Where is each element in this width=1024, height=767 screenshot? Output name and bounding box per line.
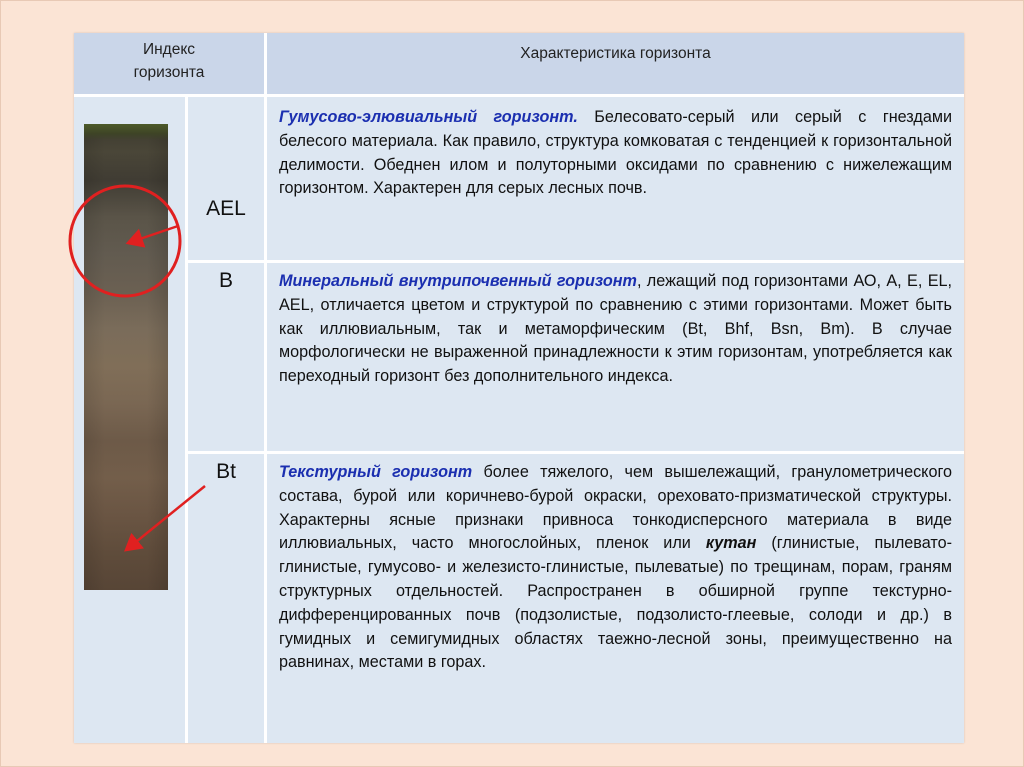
row-bt-emphasis: кутан bbox=[705, 534, 757, 553]
row-bt-index: Bt bbox=[216, 460, 236, 483]
arrow-bt bbox=[126, 486, 205, 550]
highlight-circle bbox=[70, 186, 180, 296]
header-characteristic-label: Характеристика горизонта bbox=[520, 45, 711, 62]
header-index-line2: горизонта bbox=[133, 64, 205, 81]
row-bt-text-after: (глинистые, пылевато-глинистые, гумусово- и железисто-глинистые, пылеватые) по трещинам, порам, граням структурных отдельностей. Распространен в обширной группе текстурно-дифференцированных почв (подзолистые, подзолисто-глеевые, солоди и др.) в гумидных и семигумидных областях таежно-лесной зоны, преимущественно на равнинах, местами в горах. bbox=[279, 534, 952, 672]
header-index-line1: Индекс bbox=[142, 41, 196, 58]
row-ael-text: Белесовато-серый или серый с гнездами белесого материала. Как правило, структура комковатая с тенденцией к горизонтальной делимости. Обеднен илом и полуторными оксидами по сравнению с нижележащим горизонтом. Характерен для серых лесных почв. bbox=[279, 108, 952, 198]
row-bt-term: Текстурный горизонт bbox=[279, 463, 473, 481]
arrow-ael bbox=[128, 226, 178, 243]
row-b-term: Минеральный внутрипочвенный горизонт bbox=[279, 272, 637, 290]
row-bt-text-before: более тяжелого, чем вышележащий, гранулометрического состава, бурой или коричнево-бурой окраски, ореховато-призматической структуры. Характерны ясные признаки привноса тонкодисперсного материала в виде иллювиальных, часто многослойных, пленок или bbox=[279, 463, 953, 553]
row-b-text: , лежащий под горизонтами АО, А, Е, EL, AEL, отличается цветом и структурой по сравнению с этими горизонтами. Может быть как иллювиальным, так и метаморфическим (Bt, Bhf, Bsn, Bm). В случае морфологически не выраженной принадлежности к этим горизонтам, употребляется как переходный горизонт без дополнительного индекса. bbox=[279, 272, 952, 386]
row-ael-term: Гумусово-элювиальный горизонт. bbox=[279, 108, 578, 126]
row-ael-index: AEL bbox=[206, 197, 246, 220]
row-b-index: B bbox=[218, 269, 233, 292]
